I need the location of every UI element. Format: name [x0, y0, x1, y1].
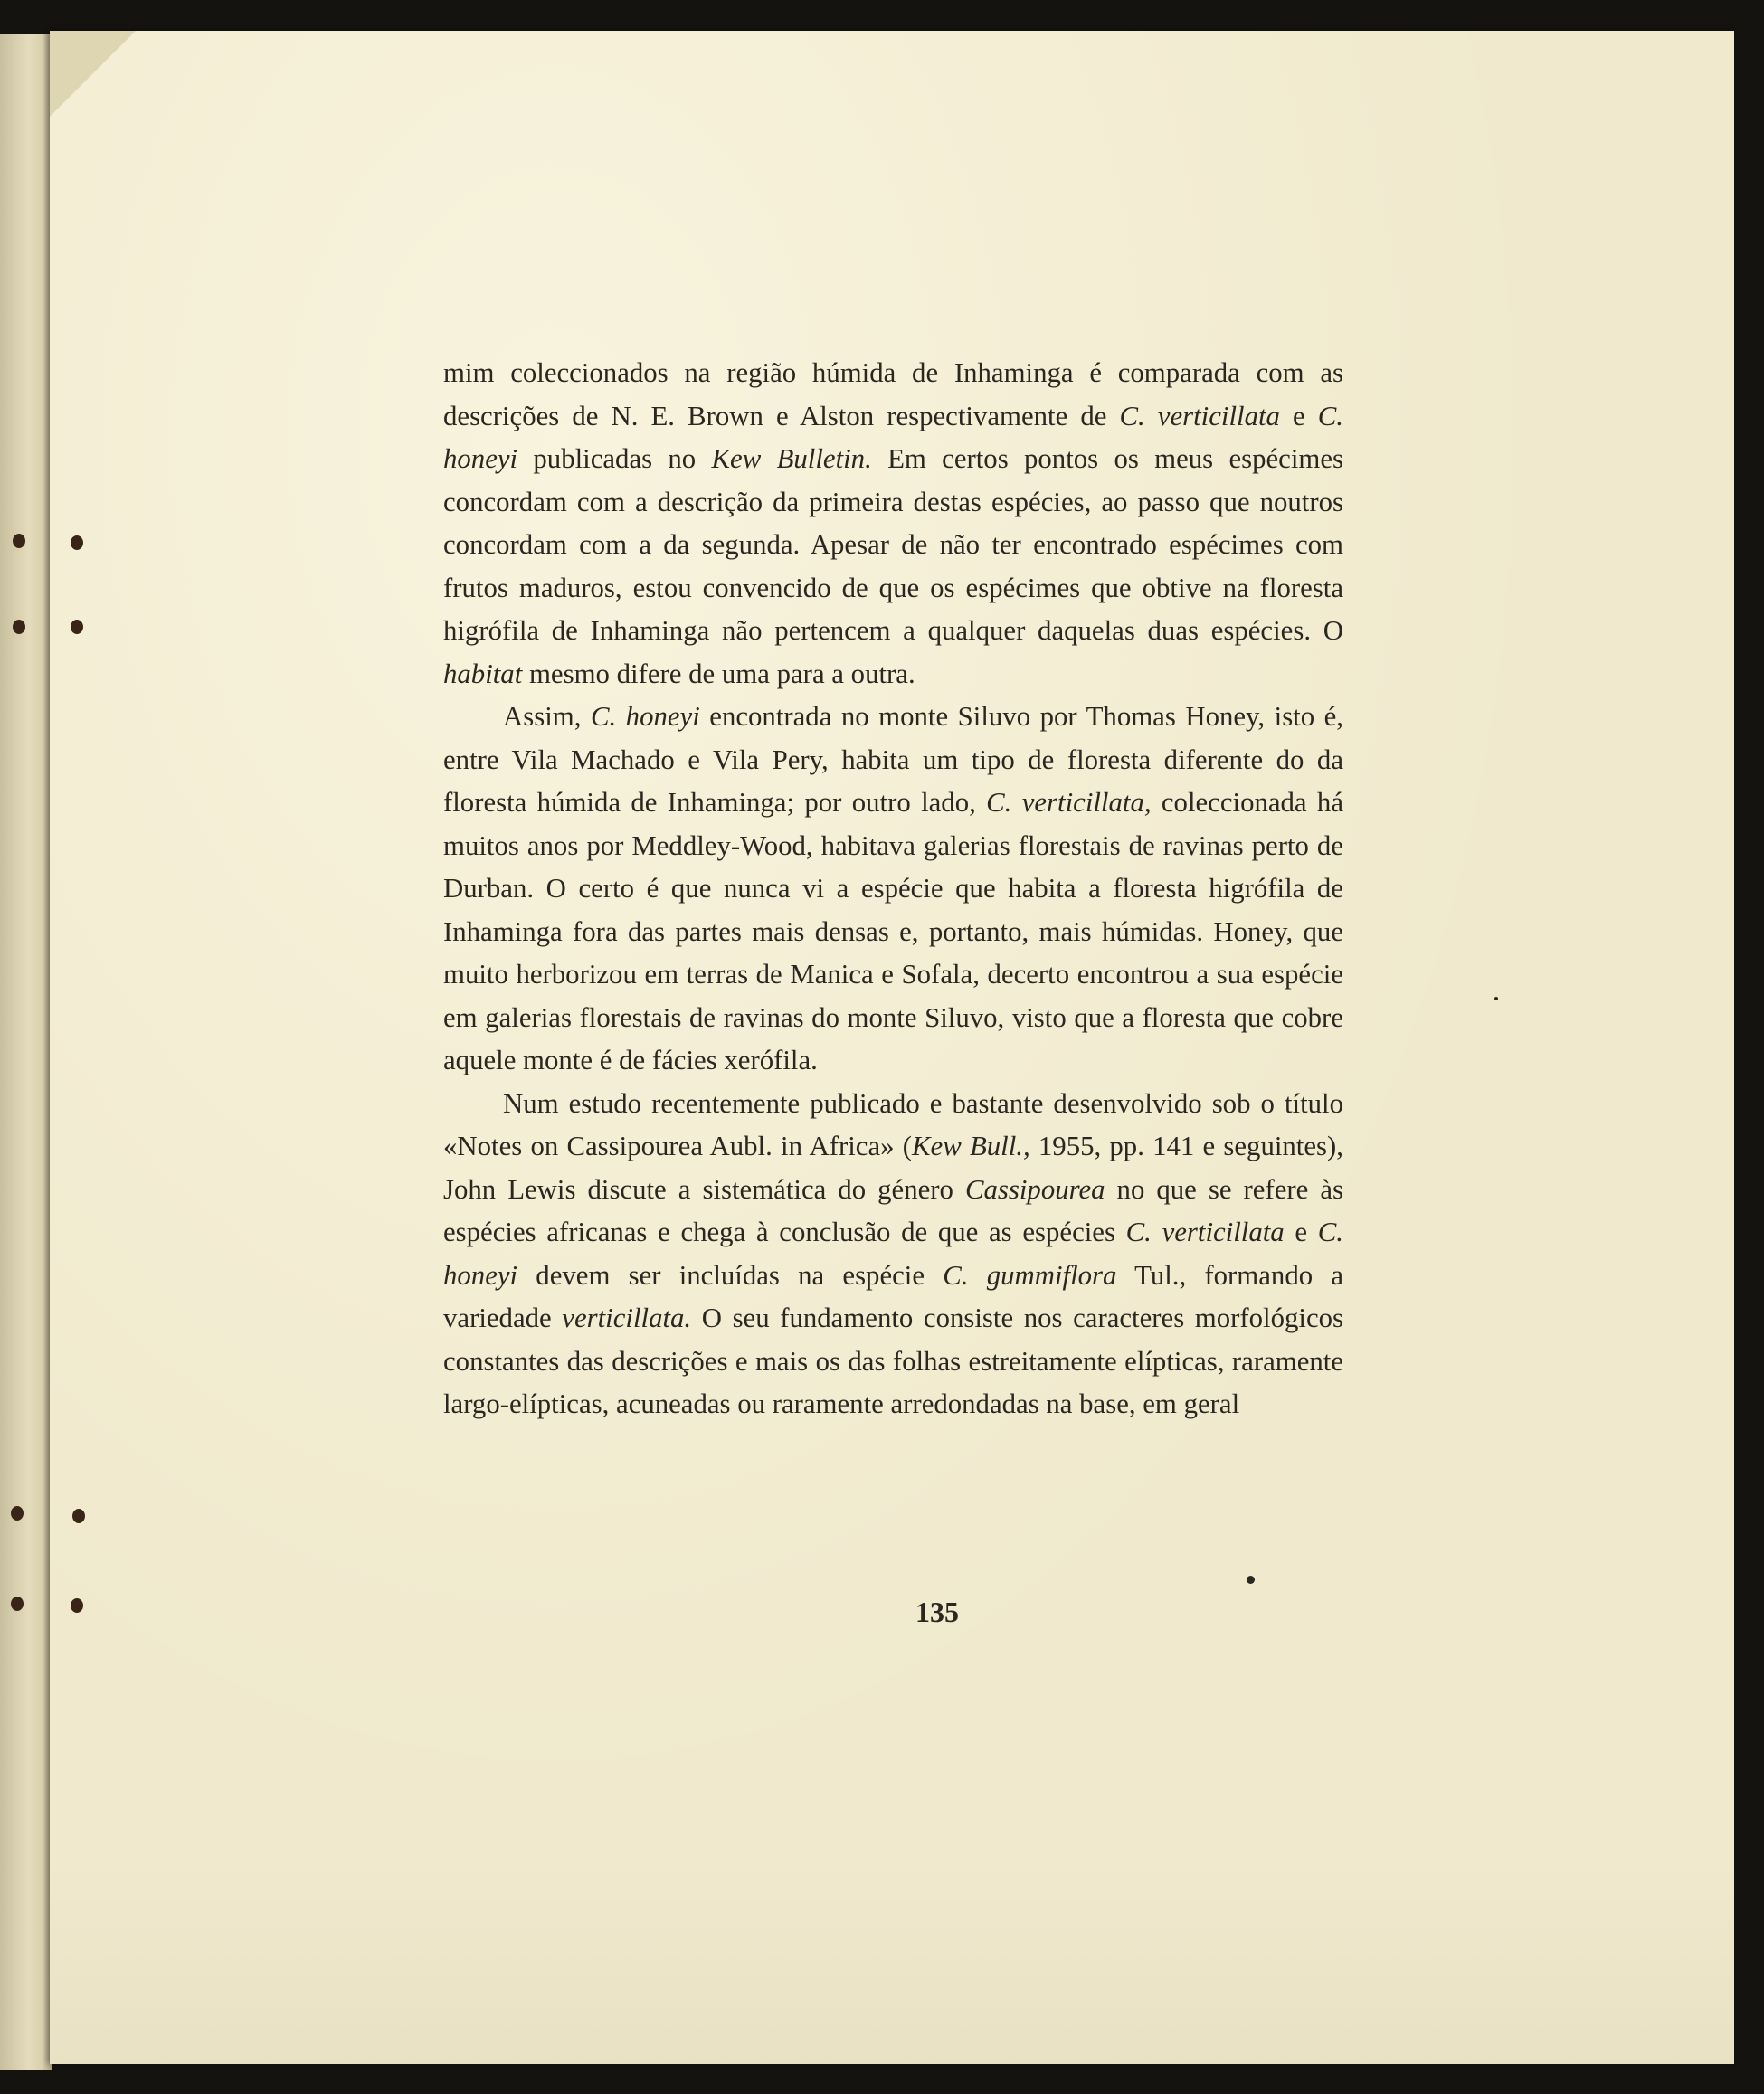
binding-hole — [71, 535, 83, 550]
text-run: encontrada no monte Siluvo por Thomas Honey, isto é, entre Vila Machado e Vila Pery, habita um tipo de floresta diferente do da floresta húmida de Inhaminga; por outro lado, — [443, 701, 1344, 818]
binding-hole — [72, 1509, 85, 1523]
text-run: O seu fundamento consiste nos caracteres morfológicos constantes das descrições e mais os das folhas estreitamente elípticas, raramente largo-elípticas, acuneadas ou raramente arredondadas na base, em geral — [443, 1303, 1344, 1419]
italic-text: C. verticillata — [1125, 1217, 1285, 1247]
text-run: e — [1279, 400, 1318, 431]
binding-hole — [13, 620, 25, 634]
italic-text: Kew Bulletin. — [711, 443, 872, 474]
italic-text: C. honeyi — [443, 1217, 1343, 1291]
ink-speck — [1247, 1576, 1255, 1584]
text-run: Assim, — [503, 701, 591, 732]
binding-hole — [71, 1598, 83, 1613]
italic-text: C. verticillata, — [986, 787, 1152, 818]
text-run: Num estudo recentemente publicado e bastante desenvolvido sob o título «Notes on Cassipourea Aubl. in Africa» ( — [443, 1087, 1343, 1161]
ink-speck — [1494, 997, 1498, 1000]
text-run: mim coleccionados na região húmida de Inhaminga é comparada com as descrições de N. E. Brown e Alston respectivamente de — [443, 357, 1343, 431]
text-run: Tul., formando a variedade — [443, 1259, 1343, 1333]
italic-text: C. gummiflora — [943, 1259, 1117, 1291]
italic-text: Cassipourea — [964, 1173, 1105, 1205]
text-run: publicadas no — [517, 443, 712, 474]
text-run: e — [1284, 1217, 1318, 1247]
text-run: no que se refere às espécies africanas e chega à conclusão de que as espécies — [443, 1173, 1344, 1247]
paragraph — [443, 696, 1343, 1083]
italic-text: verticillata. — [562, 1303, 692, 1333]
italic-text: Kew Bull., — [912, 1131, 1030, 1161]
text-run: 1955, pp. 141 e seguintes), John Lewis discute a sistemática do género — [443, 1131, 1343, 1205]
binding-hole — [71, 620, 83, 634]
page-corner-fold — [50, 31, 136, 117]
page-number: 135 — [915, 1596, 959, 1628]
text-run: devem ser incluídas na espécie — [517, 1259, 944, 1291]
left-page-edge — [0, 34, 52, 2070]
text-run: Em certos pontos os meus espécimes concordam com a descrição da primeira destas espécies, ao passo que noutros concordam com a da segunda. Apesar de não ter encontrado espécimes com frutos maduros, estou convencido de que os espécimes que obtive na floresta higrófila de Inhaminga não pertencem a qualquer daquelas duas espécies. O — [443, 443, 1344, 646]
binding-hole — [13, 534, 25, 548]
italic-text: habitat — [443, 658, 523, 689]
body-text — [443, 352, 1343, 1426]
italic-text: C. honeyi — [443, 400, 1343, 474]
paragraph — [443, 352, 1343, 696]
italic-text: C. honeyi — [590, 701, 700, 732]
text-run: coleccionada há muitos anos por Meddley-Wood, habitava galerias florestais de ravinas perto de Durban. O certo é que nunca vi a espécie que habita a floresta higrófila de Inhaminga fora das partes mais densas e, portanto, mais húmidas. Honey, que muito herborizou em terras de Manica e Sofala, decerto encontrou a sua espécie em galerias florestais de ravinas do monte Siluvo, visto que a floresta que cobre aquele monte é de fácies xerófila. — [443, 787, 1343, 1075]
italic-text: C. verticillata — [1119, 400, 1280, 431]
book-page — [50, 31, 1734, 2064]
text-run: mesmo difere de uma para a outra. — [522, 658, 915, 689]
binding-hole — [11, 1506, 24, 1521]
binding-hole — [11, 1597, 24, 1611]
paragraph — [443, 1083, 1343, 1426]
